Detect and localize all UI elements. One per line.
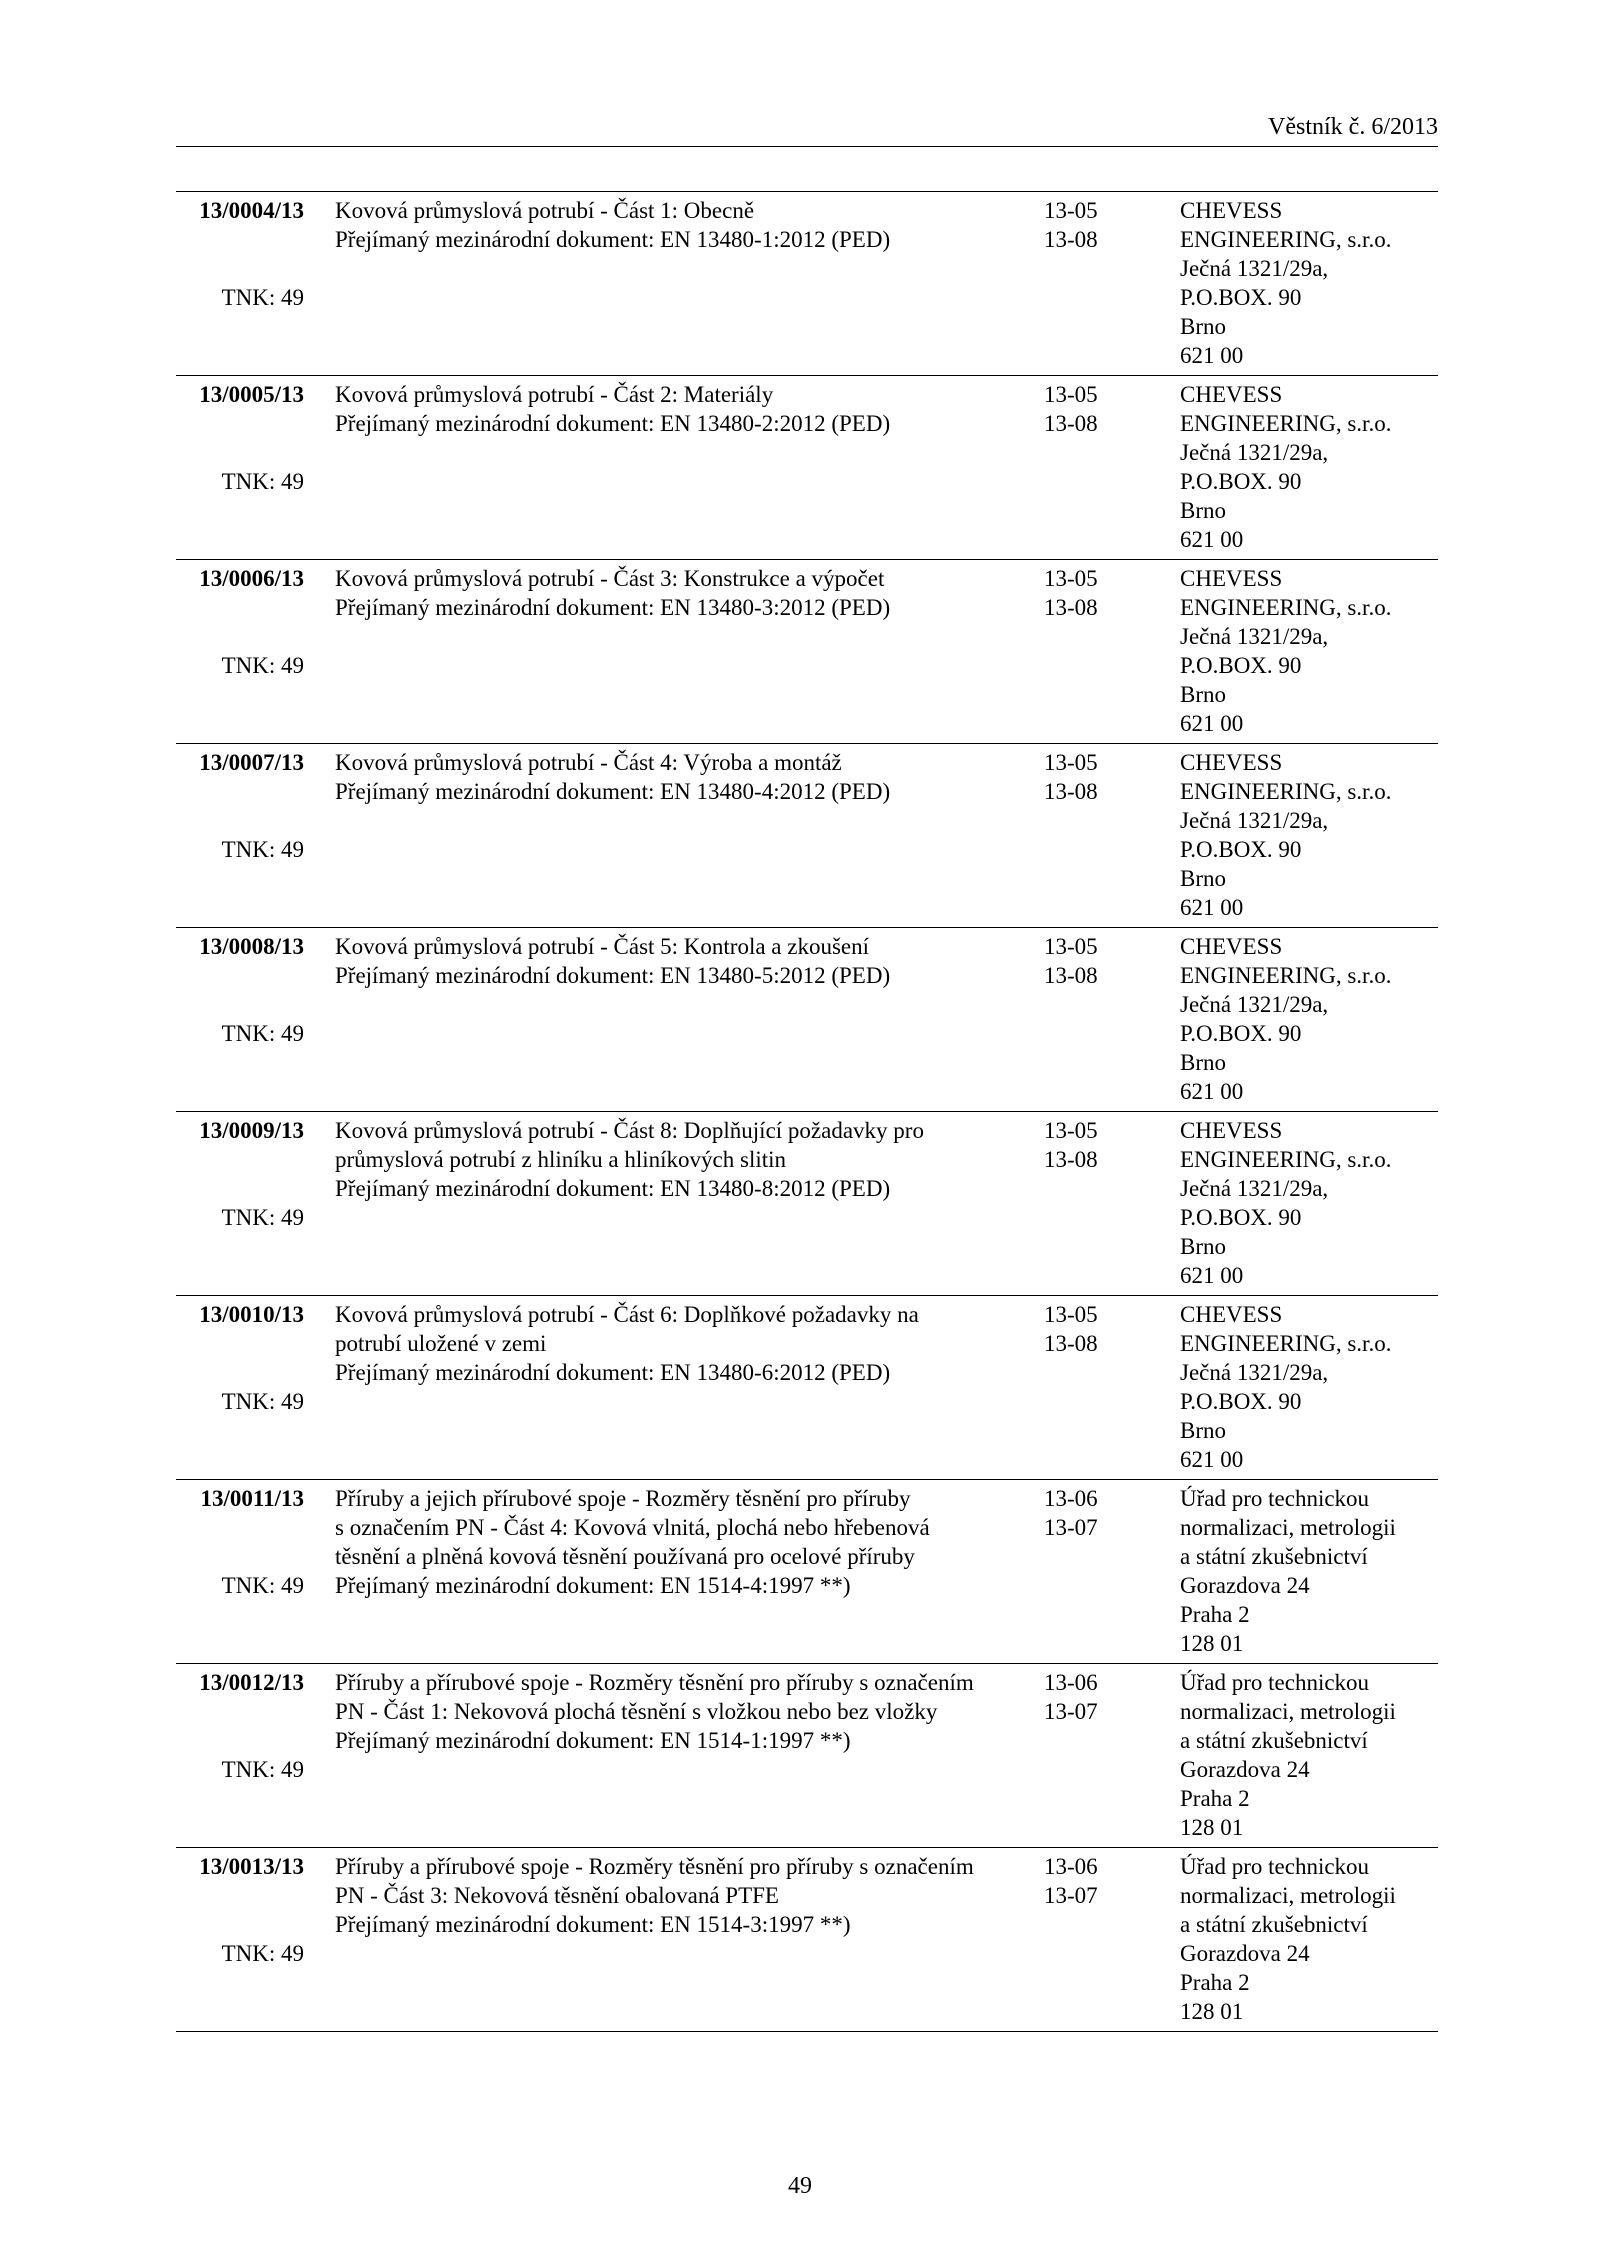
record-address-line: Brno [1180,1234,1226,1259]
record-date: 13-08 [1044,1147,1098,1172]
record-title-line: Příruby a jejich přírubové spoje - Rozměry těsnění pro příruby [335,1486,911,1511]
record-tnk: TNK: 49 [221,1573,304,1598]
record-row [176,1112,1438,1296]
record-row [176,1664,1438,1848]
record-tnk: TNK: 49 [221,1757,304,1782]
record-title [335,748,1035,806]
record-address [1180,748,1435,922]
page-number: 49 [788,2173,812,2199]
record-row [176,1480,1438,1664]
record-row [176,560,1438,744]
record-address-line: normalizaci, metrologii [1180,1883,1396,1908]
record-title-line: těsnění a plněná kovová těsnění používaná pro ocelové příruby [335,1544,915,1569]
record-address-line: 621 00 [1180,527,1244,552]
record-number: 13/0009/13 [199,1118,304,1143]
record-number: 13/0004/13 [199,198,304,223]
record-address-line: a státní zkušebnictví [1180,1544,1368,1569]
record-number: 13/0013/13 [199,1854,304,1879]
record-date: 13-05 [1044,934,1098,959]
record-address-line: Ječná 1321/29a, [1180,808,1329,833]
record-address-line: ENGINEERING, s.r.o. [1180,1331,1392,1356]
record-title [335,1300,1035,1387]
record-id-column [176,564,304,680]
record-address-line: Ječná 1321/29a, [1180,624,1329,649]
record-row [176,1848,1438,2032]
record-address-line: P.O.BOX. 90 [1180,1021,1302,1046]
record-id-column [176,1300,304,1416]
record-title-line: Přejímaný mezinárodní dokument: EN 13480-4:2012 (PED) [335,779,891,804]
record-address-line: CHEVESS [1180,934,1283,959]
record-number: 13/0006/13 [199,566,304,591]
record-id-column [176,1484,304,1600]
record-date: 13-05 [1044,1118,1098,1143]
record-address-line: 621 00 [1180,895,1244,920]
record-title-line: Kovová průmyslová potrubí - Část 8: Doplňující požadavky pro [335,1118,924,1143]
record-address-line: Brno [1180,1418,1226,1443]
record-address-line: 621 00 [1180,711,1244,736]
record-address-line: CHEVESS [1180,1302,1283,1327]
record-address-line: Ječná 1321/29a, [1180,440,1329,465]
record-address-line: a státní zkušebnictví [1180,1728,1368,1753]
record-title-line: průmyslová potrubí z hliníku a hliníkových slitin [335,1147,787,1172]
record-tnk: TNK: 49 [221,1021,304,1046]
record-dates [1044,748,1134,806]
record-dates [1044,1300,1134,1358]
record-title [335,1484,1035,1600]
record-address-line: P.O.BOX. 90 [1180,469,1302,494]
record-dates [1044,380,1134,438]
record-address-line: 621 00 [1180,1263,1244,1288]
record-date: 13-07 [1044,1883,1098,1908]
record-address-line: 621 00 [1180,343,1244,368]
record-address-line: 621 00 [1180,1079,1244,1104]
record-title-line: PN - Část 1: Nekovová plochá těsnění s vložkou nebo bez vložky [335,1699,938,1724]
record-title [335,564,1035,622]
record-id-column [176,1116,304,1232]
record-address-line: Úřad pro technickou [1180,1486,1370,1511]
record-title-line: PN - Část 3: Nekovová těsnění obalovaná PTFE [335,1883,779,1908]
record-date: 13-08 [1044,411,1098,436]
record-title-line: Přejímaný mezinárodní dokument: EN 13480-5:2012 (PED) [335,963,891,988]
record-date: 13-08 [1044,963,1098,988]
record-title-line: Přejímaný mezinárodní dokument: EN 1514-1:1997 **) [335,1728,851,1753]
record-id-column [176,748,304,864]
record-id-column [176,196,304,312]
record-dates [1044,1668,1134,1726]
record-title [335,1116,1035,1203]
record-address-line: ENGINEERING, s.r.o. [1180,595,1392,620]
record-number: 13/0007/13 [199,750,304,775]
record-address-line: P.O.BOX. 90 [1180,285,1302,310]
record-address [1180,1300,1435,1474]
record-number: 13/0005/13 [199,382,304,407]
record-tnk: TNK: 49 [221,653,304,678]
record-title-line: s označením PN - Část 4: Kovová vlnitá, plochá nebo hřebenová [335,1515,930,1540]
record-row [176,928,1438,1112]
record-address [1180,1852,1435,2026]
record-address-line: normalizaci, metrologii [1180,1515,1396,1540]
record-title-line: Příruby a přírubové spoje - Rozměry těsnění pro příruby s označením [335,1670,974,1695]
record-address-line: Brno [1180,682,1226,707]
record-tnk: TNK: 49 [221,1389,304,1414]
record-date: 13-08 [1044,227,1098,252]
record-address-line: P.O.BOX. 90 [1180,837,1302,862]
record-address-line: Ječná 1321/29a, [1180,1176,1329,1201]
record-title-line: Kovová průmyslová potrubí - Část 4: Výroba a montáž [335,750,842,775]
record-id-column [176,932,304,1048]
record-title-line: Kovová průmyslová potrubí - Část 3: Konstrukce a výpočet [335,566,885,591]
record-address-line: Gorazdova 24 [1180,1573,1310,1598]
record-title [335,1852,1035,1939]
record-address-line: CHEVESS [1180,198,1283,223]
record-address [1180,932,1435,1106]
records-table [176,191,1438,2032]
record-row [176,192,1438,376]
record-date: 13-05 [1044,566,1098,591]
record-date: 13-07 [1044,1699,1098,1724]
record-address [1180,1484,1435,1658]
record-address-line: CHEVESS [1180,382,1283,407]
record-address-line: CHEVESS [1180,750,1283,775]
record-tnk: TNK: 49 [221,1205,304,1230]
record-address-line: CHEVESS [1180,566,1283,591]
record-title-line: Přejímaný mezinárodní dokument: EN 13480-6:2012 (PED) [335,1360,891,1385]
record-title-line: Kovová průmyslová potrubí - Část 2: Materiály [335,382,774,407]
record-address-line: Ječná 1321/29a, [1180,256,1329,281]
record-address-line: 128 01 [1180,1631,1244,1656]
record-address-line: ENGINEERING, s.r.o. [1180,1147,1392,1172]
record-id-column [176,1668,304,1784]
record-address-line: 128 01 [1180,1999,1244,2024]
record-address-line: 621 00 [1180,1447,1244,1472]
record-date: 13-05 [1044,198,1098,223]
record-address-line: ENGINEERING, s.r.o. [1180,963,1392,988]
record-address-line: Gorazdova 24 [1180,1757,1310,1782]
record-address-line: ENGINEERING, s.r.o. [1180,227,1392,252]
record-address-line: 128 01 [1180,1815,1244,1840]
record-date: 13-06 [1044,1486,1098,1511]
record-date: 13-08 [1044,595,1098,620]
record-address-line: normalizaci, metrologii [1180,1699,1396,1724]
record-address-line: Praha 2 [1180,1970,1250,1995]
record-address-line: P.O.BOX. 90 [1180,1389,1302,1414]
record-title-line: potrubí uložené v zemi [335,1331,547,1356]
record-tnk: TNK: 49 [221,1941,304,1966]
record-id-column [176,1852,304,1968]
record-row [176,376,1438,560]
record-address-line: Úřad pro technickou [1180,1854,1370,1879]
record-id-column [176,380,304,496]
record-dates [1044,932,1134,990]
record-dates [1044,1852,1134,1910]
record-address [1180,380,1435,554]
record-date: 13-06 [1044,1670,1098,1695]
record-title [335,196,1035,254]
record-date: 13-06 [1044,1854,1098,1879]
record-title-line: Kovová průmyslová potrubí - Část 6: Doplňkové požadavky na [335,1302,919,1327]
record-address-line: Gorazdova 24 [1180,1941,1310,1966]
record-address-line: Praha 2 [1180,1786,1250,1811]
record-address [1180,196,1435,370]
record-date: 13-05 [1044,382,1098,407]
record-number: 13/0011/13 [200,1486,304,1511]
record-address [1180,564,1435,738]
record-number: 13/0012/13 [199,1670,304,1695]
page-header [176,112,1438,147]
record-title-line: Přejímaný mezinárodní dokument: EN 13480-1:2012 (PED) [335,227,891,252]
record-title-line: Přejímaný mezinárodní dokument: EN 13480-8:2012 (PED) [335,1176,891,1201]
record-address-line: ENGINEERING, s.r.o. [1180,779,1392,804]
record-title-line: Kovová průmyslová potrubí - Část 1: Obecně [335,198,755,223]
record-address-line: Ječná 1321/29a, [1180,1360,1329,1385]
publication-title: Věstník č. 6/2013 [1268,114,1438,140]
record-address-line: Úřad pro technickou [1180,1670,1370,1695]
record-address-line: ENGINEERING, s.r.o. [1180,411,1392,436]
record-address [1180,1668,1435,1842]
record-address-line: CHEVESS [1180,1118,1283,1143]
record-tnk: TNK: 49 [221,469,304,494]
record-title [335,380,1035,438]
record-address-line: P.O.BOX. 90 [1180,653,1302,678]
record-title [335,932,1035,990]
record-title-line: Přejímaný mezinárodní dokument: EN 1514-4:1997 **) [335,1573,851,1598]
record-title-line: Přejímaný mezinárodní dokument: EN 13480-3:2012 (PED) [335,595,891,620]
record-address-line: Brno [1180,866,1226,891]
record-date: 13-08 [1044,1331,1098,1356]
record-title-line: Přejímaný mezinárodní dokument: EN 13480-2:2012 (PED) [335,411,891,436]
record-title-line: Přejímaný mezinárodní dokument: EN 1514-3:1997 **) [335,1912,851,1937]
record-dates [1044,1484,1134,1542]
record-dates [1044,564,1134,622]
record-title-line: Kovová průmyslová potrubí - Část 5: Kontrola a zkoušení [335,934,870,959]
record-date: 13-05 [1044,1302,1098,1327]
record-tnk: TNK: 49 [221,837,304,862]
record-date: 13-07 [1044,1515,1098,1540]
record-title-line: Příruby a přírubové spoje - Rozměry těsnění pro příruby s označením [335,1854,974,1879]
record-number: 13/0008/13 [199,934,304,959]
record-dates [1044,196,1134,254]
record-tnk: TNK: 49 [221,285,304,310]
record-address-line: P.O.BOX. 90 [1180,1205,1302,1230]
record-dates [1044,1116,1134,1174]
record-address-line: Praha 2 [1180,1602,1250,1627]
record-address-line: Brno [1180,1050,1226,1075]
record-date: 13-08 [1044,779,1098,804]
record-address-line: Ječná 1321/29a, [1180,992,1329,1017]
record-title [335,1668,1035,1755]
record-address-line: Brno [1180,314,1226,339]
record-address-line: a státní zkušebnictví [1180,1912,1368,1937]
record-address-line: Brno [1180,498,1226,523]
record-row [176,1296,1438,1480]
record-number: 13/0010/13 [199,1302,304,1327]
record-date: 13-05 [1044,750,1098,775]
record-address [1180,1116,1435,1290]
record-row [176,744,1438,928]
